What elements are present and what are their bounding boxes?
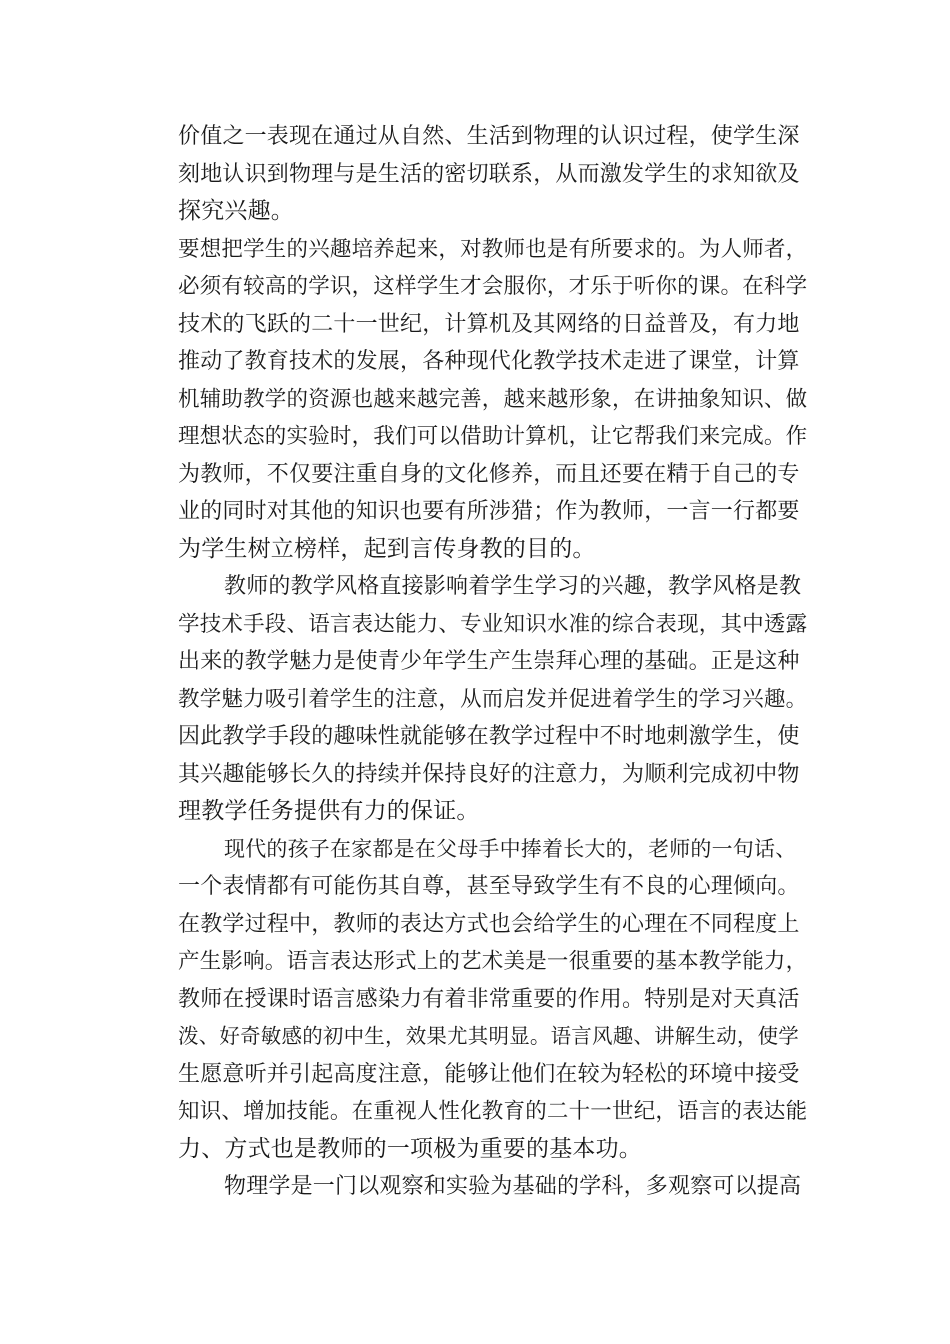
document-body	[178, 118, 808, 1206]
text-line: 刻地认识到物理与是生活的密切联系，从而激发学生的求知欲及	[178, 161, 800, 187]
text-line: 价值之一表现在通过从自然、生活到物理的认识过程，使学生深	[178, 124, 800, 149]
text-line: 为学生树立榜样，起到言传身教的目的。	[178, 535, 596, 562]
text-line: 其兴趣能够长久的持续并保持良好的注意力，为顺利完成初中物	[178, 761, 800, 787]
text-line: 技术的飞跃的二十一世纪，计算机及其网络的日益普及，有力地	[178, 311, 800, 337]
text-line: 机辅助教学的资源也越来越完善，越来越形象，在讲抽象知识、做	[178, 386, 808, 412]
text-line: 现代的孩子在家都是在父母手中捧着长大的，老师的一句话、	[224, 836, 797, 861]
text-line: 力、方式也是教师的一项极为重要的基本功。	[178, 1135, 642, 1162]
paragraph	[178, 118, 808, 231]
paragraph	[178, 831, 808, 1169]
text-line: 教师的教学风格直接影响着学生学习的兴趣，教学风格是教	[224, 574, 802, 599]
text-line: 要想把学生的兴趣培养起来，对教师也是有所要求的。为人师者，	[178, 236, 808, 262]
text-line: 探究兴趣。	[178, 198, 294, 224]
paragraph	[178, 568, 808, 831]
text-line: 在教学过程中，教师的表达方式也会给学生的心理在不同程度上	[178, 911, 800, 937]
text-line: 推动了教育技术的发展，各种现代化教学技术走进了课堂，计算	[178, 349, 800, 374]
paragraph	[178, 1168, 808, 1206]
text-line: 必须有较高的学识，这样学生才会服你，才乐于听你的课。在科学	[178, 274, 808, 299]
text-line: 泼、好奇敏感的初中生，效果尤其明显。语言风趣、讲解生动，使学	[178, 1024, 799, 1048]
text-line: 理想状态的实验时，我们可以借助计算机，让它帮我们来完成。作	[178, 424, 808, 449]
text-line: 生愿意听并引起高度注意，能够让他们在较为轻松的环境中接受	[178, 1061, 800, 1087]
text-line: 知识、增加技能。在重视人性化教育的二十一世纪，语言的表达能	[178, 1099, 808, 1124]
text-line: 学技术手段、语言表达能力、专业知识水准的综合表现，其中透露	[178, 611, 808, 637]
text-line: 出来的教学魅力是使青少年学生产生崇拜心理的基础。正是这种	[178, 649, 800, 674]
text-line: 理教学任务提供有力的保证。	[178, 798, 480, 824]
text-line: 物理学是一门以观察和实验为基础的学科，多观察可以提高	[224, 1174, 802, 1199]
paragraph	[178, 231, 808, 569]
text-line: 业的同时对其他的知识也要有所涉猎；作为教师，一言一行都要	[178, 499, 800, 524]
text-line: 为教师，不仅要注重自身的文化修养，而且还要在精于自己的专	[178, 461, 800, 487]
text-line: 一个表情都有可能伤其自尊，甚至导致学生有不良的心理倾向。	[178, 874, 800, 899]
text-line: 因此教学手段的趣味性就能够在教学过程中不时地刺激学生，使	[178, 724, 800, 749]
text-line: 产生影响。语言表达形式上的艺术美是一很重要的基本教学能力，	[178, 949, 808, 974]
text-line: 教师在授课时语言感染力有着非常重要的作用。特别是对天真活	[178, 986, 800, 1012]
text-line: 教学魅力吸引着学生的注意，从而启发并促进着学生的学习兴趣。	[178, 686, 808, 712]
